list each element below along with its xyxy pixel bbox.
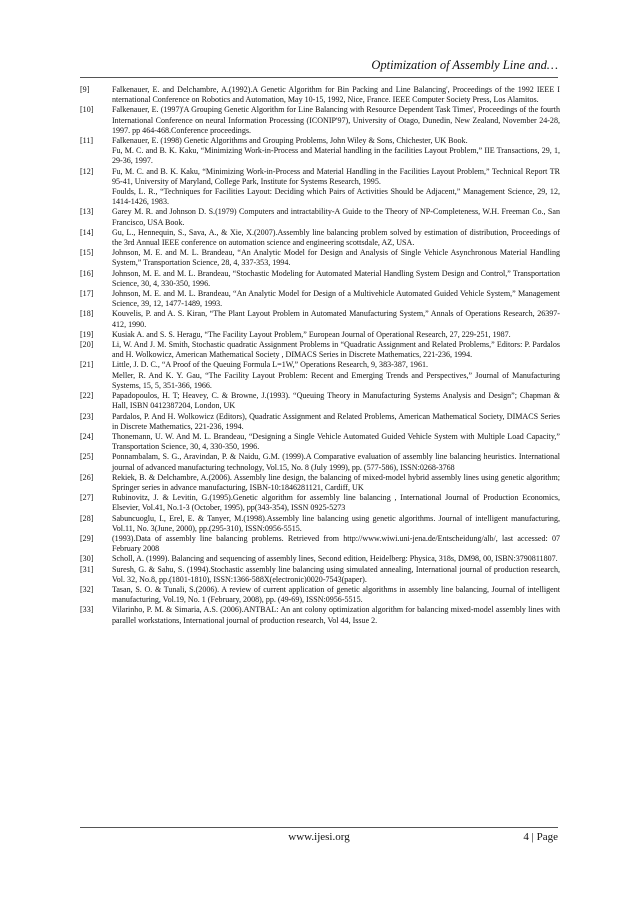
reference-text: Johnson, M. E. and M. L. Brandeau, “An Analytic Model for Design and Analysis of Single Vehicle Asynchronous Material Handling System,” Transportation Science, 28, 4, 337-353, 1994. bbox=[112, 248, 560, 268]
reference-entry bbox=[80, 473, 560, 493]
reference-text: Suresh, G. & Sahu, S. (1994).Stochastic assembly line balancing using simulated annealing, International journal of production research, Vol. 32, No.8, pp.(1801-1810), ISSN:1366-588X(electronic)0020-7543(paper). bbox=[112, 564, 560, 584]
reference-text: Johnson, M. E. and M. L. Brandeau, “An Analytic Model for Design of a Multivehicle Automated Guided Vehicle System,” Management Science, 39, 12, 1477-1489, 1993. bbox=[112, 289, 560, 309]
reference-text: Thonemann, U. W. And M. L. Brandeau, “Designing a Single Vehicle Automated Guided Vehicle System with Multiple Load Capacity,” Transportation Science, 30, 4, 330-350, 1996. bbox=[112, 431, 560, 452]
reference-entry bbox=[80, 146, 560, 166]
reference-entry bbox=[80, 391, 560, 411]
reference-number: [24] bbox=[80, 431, 94, 441]
reference-entry bbox=[80, 514, 560, 534]
reference-number bbox=[80, 187, 112, 207]
reference-entry bbox=[80, 309, 560, 329]
reference-number: [33] bbox=[80, 605, 94, 615]
reference-entry bbox=[80, 534, 560, 554]
reference-text: Kusiak A. and S. S. Heragu, “The Facility Layout Problem,” European Journal of Operational Research, 27, 229-251, 1987. bbox=[112, 329, 511, 339]
reference-number: [29] bbox=[80, 533, 94, 543]
reference-text: Rubinovitz, J. & Levitin, G.(1995).Genetic algorithm for assembly line balancing , International Journal of Production Economics, Elsevier, Vol.41, No.1-3 (October, 1995), pp(343-354), ISSN 0925-5273 bbox=[112, 493, 560, 513]
reference-text: Fu, M. C. and B. K. Kaku, “Minimizing Work-in-Process and Material handling in the facilities Layout Problem,” IIE Transactions, 29, 1, 29-36, 1997. bbox=[112, 146, 560, 166]
reference-entry bbox=[80, 554, 560, 564]
reference-entry bbox=[80, 360, 560, 370]
reference-number: [27] bbox=[80, 493, 94, 503]
reference-number: [23] bbox=[80, 411, 94, 421]
reference-entry bbox=[80, 605, 560, 625]
reference-text: Scholl, A. (1999). Balancing and sequencing of assembly lines, Second edition, Heidelberg: Physica, 318s, DM98, 00, ISBN:3790811807. bbox=[112, 554, 558, 564]
reference-entry bbox=[80, 452, 560, 472]
reference-entry bbox=[80, 136, 560, 146]
reference-text: Foulds, L. R., “Techniques for Facilities Layout: Deciding which Pairs of Activities Should be Adjacent,” Management Science, 29, 12, 1414-1426, 1983. bbox=[112, 187, 560, 207]
reference-text: Kouvelis, P. and A. S. Kiran, “The Plant Layout Problem in Automated Manufacturing System,” Annals of Operations Research, 26397-412, 1990. bbox=[112, 309, 560, 329]
reference-number: [21] bbox=[80, 360, 94, 370]
reference-text: Johnson, M. E. and M. L. Brandeau, “Stochastic Modeling for Automated Material Handling System Design and Control,” Transportation Science, 30, 4, 330-350, 1996. bbox=[112, 268, 560, 288]
reference-text: Falkenauer, E. and Delchambre, A.(1992).A Genetic Algorithm for Bin Packing and Line Balancing', Proceedings of the 1992 IEEE I nternational Conference on Robotics and Automation, May 10-15, 1992, Nice, France. IEEE Computer Society Press, Los Alamitos. bbox=[112, 85, 560, 105]
footer-rule bbox=[80, 827, 558, 828]
reference-number: [12] bbox=[80, 166, 94, 176]
reference-number: [28] bbox=[80, 513, 94, 523]
reference-number: [16] bbox=[80, 268, 94, 278]
reference-number: [18] bbox=[80, 309, 94, 319]
reference-number: [14] bbox=[80, 227, 94, 237]
reference-number: [13] bbox=[80, 207, 94, 217]
reference-entry bbox=[80, 269, 560, 289]
reference-number: [11] bbox=[80, 136, 94, 146]
reference-entry bbox=[80, 248, 560, 268]
reference-number: [30] bbox=[80, 554, 94, 564]
reference-text: Fu, M. C. and B. K. Kaku, “Minimizing Work-in-Process and Material Handling in the Facilities Layout Problem,” Technical Report TR 95-41, University of Maryland, College Park, Institute for Systems Research, 1995. bbox=[112, 166, 560, 186]
reference-number: [19] bbox=[80, 329, 94, 339]
reference-entry bbox=[80, 493, 560, 513]
reference-text: Sabuncuoglu, I., Erel, E. & Tanyer, M.(1998).Assembly line balancing using genetic algorithms. Journal of intelligent manufacturing, Vol.11, No. 3(June, 2000), pp.(295-310), ISSN:0956-5515. bbox=[112, 513, 560, 533]
reference-text: Rekiek, B. & Delchambre, A.(2006). Assembly line design, the balancing of mixed-model hybrid assembly lines using genetic algorithm; Springer series in advance manufacturing, ISBN-10:1846281121, Cardiff, UK bbox=[112, 472, 560, 492]
reference-list bbox=[80, 85, 560, 626]
reference-entry bbox=[80, 105, 560, 136]
reference-number: [17] bbox=[80, 289, 94, 299]
reference-text: Li, W. And J. M. Smith, Stochastic quadratic Assignment Problems in “Quadratic Assignment and Related Problems,” Editors: P. Pardalos and H. Wolkowicz, American Mathematical Society , DIMACS Series in Discrete Mathematics, 221-236, 1994. bbox=[112, 340, 560, 360]
reference-number: [31] bbox=[80, 564, 94, 574]
reference-number: [22] bbox=[80, 391, 94, 401]
reference-entry bbox=[80, 85, 560, 105]
reference-text: Tasan, S. O. & Tunali, S.(2006). A review of current application of genetic algorithms in assembly line balancing, Journal of intelligent manufacturing, Vol.19, No. 1 (February, 2008), pp. (49-69), ISSN:0956-5515. bbox=[112, 584, 560, 605]
reference-text: Papadopoulos, H. T; Heavey, C. & Browne, J.(1993). “Queuing Theory in Manufacturing Systems Analysis and Design”; Chapman & Hall, ISBN 0412387204, London, UK bbox=[112, 391, 560, 411]
reference-entry bbox=[80, 565, 560, 585]
reference-entry bbox=[80, 585, 560, 605]
reference-entry bbox=[80, 207, 560, 227]
reference-text: Meller, R. And K. Y. Gau, “The Facility Layout Problem: Recent and Emerging Trends and Perspectives,” Journal of Manufacturing Systems, 15, 5, 351-366, 1966. bbox=[112, 370, 560, 390]
reference-text: (1993).Data of assembly line balancing problems. Retrieved from http://www.wiwi.uni-jena.de/Entscheidung/alb/, last accessed: 07 February 2008 bbox=[112, 533, 560, 554]
reference-entry bbox=[80, 289, 560, 309]
reference-entry bbox=[80, 330, 560, 340]
running-header-title: Optimization of Assembly Line and… bbox=[371, 58, 558, 72]
reference-number: [25] bbox=[80, 452, 94, 462]
reference-text: Little, J. D. C., “A Proof of the Queuing Formula L=1W,” Operations Research, 9, 383-387, 1961. bbox=[112, 360, 429, 370]
reference-entry bbox=[80, 187, 560, 207]
reference-text: Falkenauer, E. (1997)'A Grouping Genetic Algorithm for Line Balancing with Resource Dependent Task Times', Proceedings of the fourth International Conference on neural Information Processing (ICONIP'97), University of Otago, Dunedin, New Zealand, November 24-28, 1997. pp 464-468.Conference proceedings. bbox=[112, 105, 560, 135]
reference-entry bbox=[80, 167, 560, 187]
reference-entry bbox=[80, 412, 560, 432]
reference-number: [9] bbox=[80, 85, 90, 94]
reference-text: Pardalos, P. And H. Wolkowicz (Editors), Quadratic Assignment and Related Problems, American Mathematical Society, DIMACS Series in Discrete Mathematics, 221-236, 1994. bbox=[112, 411, 560, 431]
header-rule bbox=[80, 77, 558, 78]
reference-text: Ponnambalam, S. G., Aravindan, P. & Naidu, G.M. (1999).A Comparative evaluation of assembly line balancing heuristics. International journal of advanced manufacturing technology, Vol.15, No. 8 (July 1999), pp. (577-586), ISSN:0268-3768 bbox=[112, 452, 560, 472]
reference-entry bbox=[80, 432, 560, 452]
reference-text: Falkenauer, E. (1998) Genetic Algorithms and Grouping Problems, John Wiley & Sons, Chichester, UK Book. bbox=[112, 136, 468, 146]
reference-number bbox=[80, 146, 112, 166]
reference-text: Vilarinho, P. M. & Simaria, A.S. (2006).ANTBAL: An ant colony optimization algorithm for balancing mixed-model assembly lines with parallel workstations, International journal of production research, Vol 44, Issue 2. bbox=[112, 605, 560, 625]
reference-entry bbox=[80, 340, 560, 360]
reference-number: [32] bbox=[80, 584, 94, 594]
reference-text: Garey M. R. and Johnson D. S.(1979) Computers and intractability-A Guide to the Theory of NP-Completeness, W.H. Freeman Co., San Francisco, USA Book. bbox=[112, 207, 560, 227]
reference-entry bbox=[80, 371, 560, 391]
footer-url: www.ijesi.org bbox=[288, 831, 350, 843]
reference-text: Gu, L., Hennequin, S., Sava, A., & Xie, X.(2007).Assembly line balancing problem solved by estimation of distribution, Proceedings of the 3rd Annual IEEE conference on automation science and engineering scottsdale, AZ, USA. bbox=[112, 227, 560, 248]
reference-number bbox=[80, 371, 112, 391]
reference-number: [26] bbox=[80, 472, 94, 482]
footer-page-number: 4 | Page bbox=[523, 831, 558, 843]
reference-number: [20] bbox=[80, 340, 94, 350]
reference-number: [15] bbox=[80, 248, 94, 258]
reference-entry bbox=[80, 228, 560, 248]
reference-number: [10] bbox=[80, 105, 94, 115]
